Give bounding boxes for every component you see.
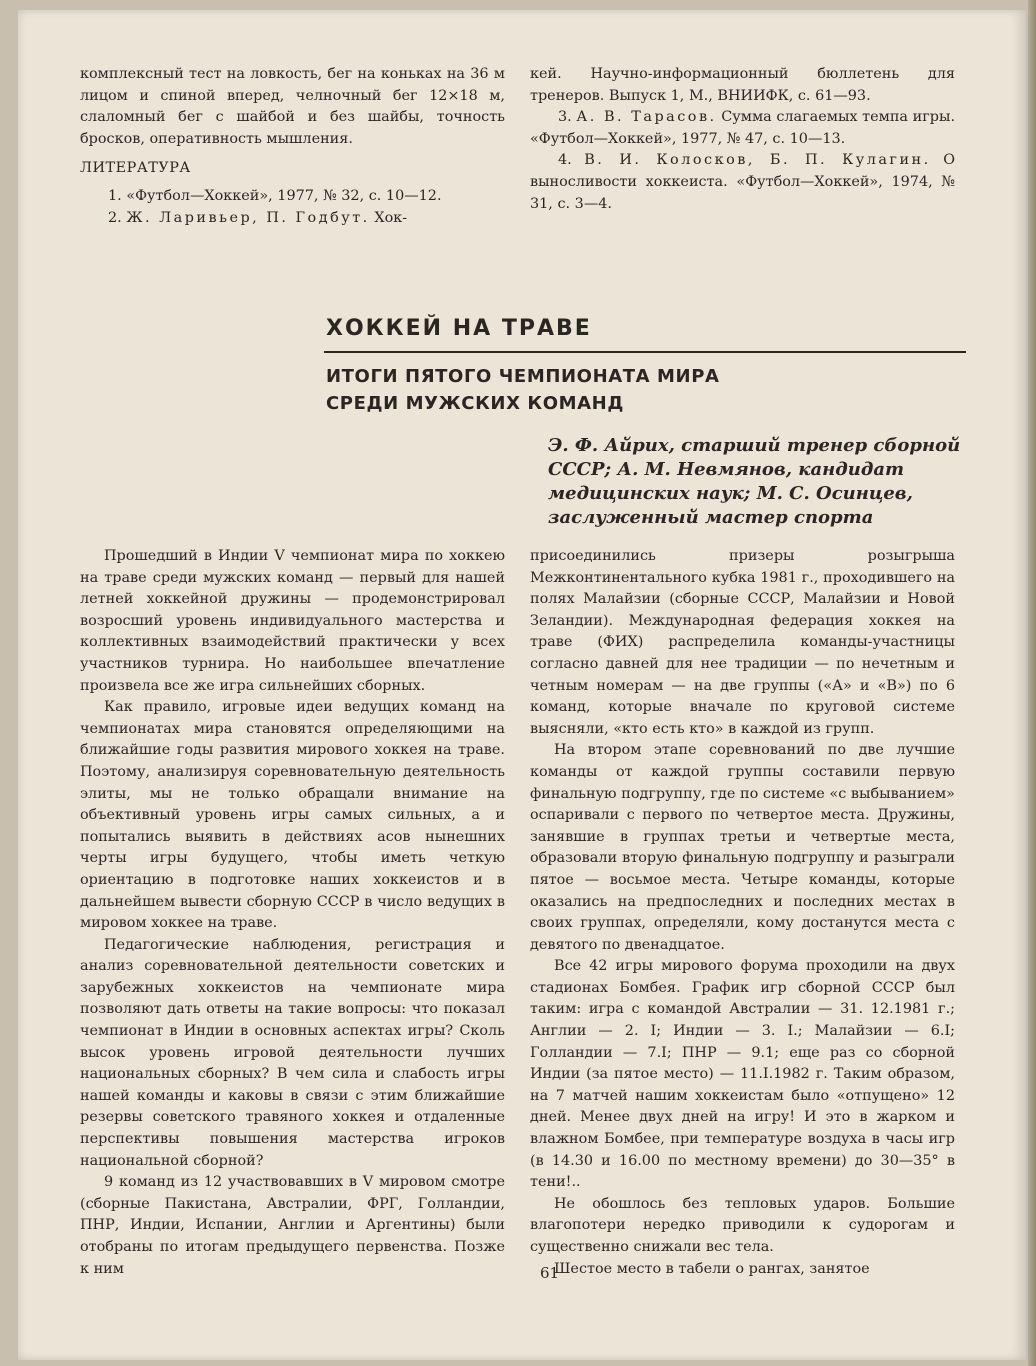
body-paragraph: Как правило, игровые идеи ведущих команд на чемпионатах мира становятся определяющими на ближайшие годы развития мирового хоккея на траве. Поэтому, анализируя соревновательную деятельность элиты, мы не только обращали внимание на объективный уровень игры самых сильных, а и попытались выявить в действиях асов нынешних черты игры будущего, чтобы иметь четкую ориентацию в подготовке наших хоккеистов и в дальнейшем вывести сборную СССР в число ведущих в мировом хоккее на траве. (80, 699, 505, 932)
reference-3 (530, 107, 955, 150)
article-authors: Э. Ф. Айрих, старший тренер сборной СССР; А. М. Невмянов, кандидат медицинских наук; М. С. Осинцев, заслуженный мастер спорта (548, 435, 961, 528)
reference-2-rest: Хок- (374, 209, 408, 226)
body-paragraph: Шестое место в табели о рангах, занятое (554, 1260, 870, 1277)
article-title (326, 363, 966, 417)
article-title-line-1: ИТОГИ ПЯТОГО ЧЕМПИОНАТА МИРА (326, 366, 720, 387)
title-rule (324, 351, 966, 353)
body-paragraph: Педагогические наблюдения, регистрация и анализ соревновательной деятельности советских и зарубежных хоккеистов на чемпионате мира позволяют дать ответы на такие вопросы: что показал чемпионат в Индии в основных аспектах игры? Сколь высок уровень игровой деятельности лучших национальных сборных? В чем сила и слабость игры нашей команды и каковы в связи с этим ближайшие резервы советского травяного хоккея и отдаленные перспективы повышения мастерства игроков национальной сборной? (80, 936, 505, 1169)
reference-4-number: 4. (558, 152, 572, 169)
section-title: ХОККЕЙ НА ТРАВЕ (326, 316, 592, 341)
reference-2 (80, 208, 505, 230)
body-paragraph: Не обошлось без тепловых ударов. Большие влагопотери нередко приводили к судорогам и существенно снижали вес тела. (530, 1195, 955, 1255)
reference-3-number: 3. (558, 109, 572, 126)
body-right-column (530, 546, 955, 1280)
prev-article-left-column (80, 64, 505, 229)
prev-article-right-column (530, 64, 955, 215)
reference-3-author: А. В. Тарасов. (576, 109, 717, 126)
body-paragraph: присоединились призеры розыгрыша Межконтинентального кубка 1981 г., проходившего на полях Малайзии (сборные СССР, Малайзии и Новой Зеландии). Международная федерация хоккея на траве (ФИХ) распределила команды-участницы согласно давней для нее традиции — по нечетным и четным номерам — на две группы («А» и «В») по 6 команд, которые вначале по круговой системе выясняли, «кто есть кто» в каждой из групп. (530, 548, 955, 737)
reference-4-authors: В. И. Колосков, Б. П. Кулагин. (584, 152, 931, 169)
article-title-line-2: СРЕДИ МУЖСКИХ КОМАНД (326, 393, 624, 414)
reference-2-authors: Ж. Ларивьер, П. Годбут. (126, 209, 370, 226)
body-paragraph: 9 команд из 12 участвовавших в V мировом смотре (сборные Пакистана, Австралии, ФРГ, Голландии, ПНР, Индии, Испании, Англии и Аргентины) были отобраны по итогам предыдущего первенства. Позже к ним (80, 1174, 505, 1277)
literature-heading: ЛИТЕРАТУРА (80, 160, 191, 177)
reference-2-number: 2. (108, 209, 122, 226)
page-edge-shadow (1028, 0, 1036, 1366)
reference-2-continued: кей. Научно-информационный бюллетень для тренеров. Выпуск 1, М., ВНИИФК, с. 61—93. (530, 66, 955, 104)
reference-1: 1. «Футбол—Хоккей», 1977, № 32, с. 10—12. (108, 187, 442, 204)
reference-4 (530, 150, 955, 215)
body-paragraph: Прошедший в Индии V чемпионат мира по хоккею на траве среди мужских команд — первый для нашей летней хоккейной дружины — продемонстрировал возросший уровень индивидуального мастерства и коллективных взаимодействий практически у всех участников турнира. Но наибольшее впечатление произвела все же игра сильнейших сборных. (80, 548, 505, 694)
page-number: 61 (540, 1264, 560, 1282)
journal-page (18, 10, 1026, 1360)
body-paragraph: Все 42 игры мирового форума проходили на двух стадионах Бомбея. График игр сборной СССР был таким: игра с командой Австралии — 31. 12.1981 г.; Англии — 2. I; Индии — 3. I.; Малайзии — 6.I; Голландии — 7.I; ПНР — 9.1; еще раз со сборной Индии (за пятое место) — 11.I.1982 г. Таким образом, на 7 матчей нашим хоккеистам было «отпущено» 12 дней. Менее двух дней на игру! И это в жарком и влажном Бомбее, при температуре воздуха в часы игр (в 14.30 и 16.00 по местному времени) до 30—35° в тени!.. (530, 958, 955, 1191)
reference-4-rest: О выносливости хоккеиста. «Футбол—Хоккей», 1974, № 31, с. 3—4. (530, 152, 955, 212)
body-paragraph: На втором этапе соревнований по две лучшие команды от каждой группы составили первую финальную подгруппу, где по системе «с выбыванием» оспаривали с первого по четвертое места. Дружины, занявшие в группах третьи и четвертые места, образовали вторую финальную подгруппу и разыграли пятое — восьмое места. Четыре команды, которые оказались на предпоследних и последних местах в своих группах, определяли, кому достанутся места с девятого по двенадцатое. (530, 742, 955, 953)
reference-3-rest: Сумма слагаемых темпа игры. «Футбол—Хоккей», 1977, № 47, с. 10—13. (530, 109, 956, 147)
prev-article-text: комплексный тест на ловкость, бег на коньках на 36 м лицом и спиной вперед, челночный бег 12×18 м, слаломный бег с шайбой и без шайбы, точность бросков, оперативность мышления. (80, 66, 505, 147)
body-left-column (80, 546, 505, 1280)
